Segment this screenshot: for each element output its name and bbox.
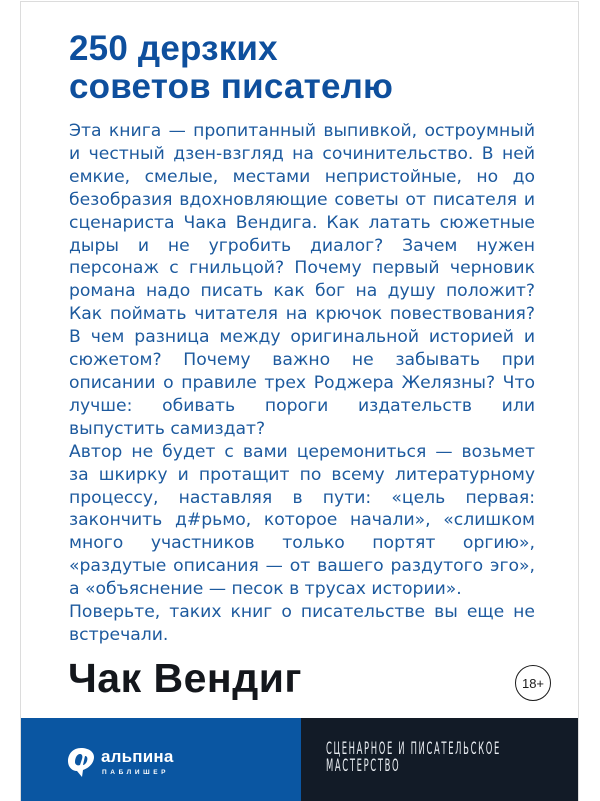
publisher-subtitle: ПАБЛИШЕР xyxy=(102,768,170,776)
book-title xyxy=(69,30,393,106)
publisher-name: альпина xyxy=(101,746,174,766)
publisher-wordmark xyxy=(101,748,174,777)
blurb-paragraph-3: Поверьте, таких книг о писательстве вы еще не встречали. xyxy=(69,602,535,645)
author-name: Чак Вендиг xyxy=(68,655,303,701)
publisher-panel xyxy=(21,718,301,801)
bottom-band xyxy=(21,718,579,801)
book-cover xyxy=(20,1,579,801)
series-name xyxy=(326,741,557,775)
blurb-paragraph-1: Эта книга — пропитанный выпивкой, остроумный и честный дзен-взгляд на сочинительство. В ней емкие, смелые, местами непристойные, но до безобразия вдохновляющие советы от писателя и сценариста Чака Вендига. Как латать сюжетные дыры и не угробить диалог? Зачем нужен персонаж с гнильцой? Почему первый черновик романа надо писать как бог на душу положит? Как поймать читателя на крючок повествования? В чем разница между оригинальной историей и сюжетом? Почему важно не забывать при описании о правиле трех Роджера Желязны? Что лучше: обивать пороги издательств или выпустить самиздат? xyxy=(69,121,535,439)
blurb-paragraph-2: Автор не будет с вами церемониться — возьмет за шкирку и протащит по всему литературному процессу, наставляя в пути: «цель первая: закончить д#рьмо, которое начали», «слишком много участников только портят оргию», «раздутые описания — от вашего раздутого эго», а «объяснение — песок в трусах истории». xyxy=(69,441,535,600)
publisher-logo xyxy=(67,746,174,778)
book-title-line-2: советов писателю xyxy=(69,67,394,106)
series-panel xyxy=(301,718,579,801)
age-rating-badge: 18+ xyxy=(515,665,551,701)
series-line-2: МАСТЕРСТВО xyxy=(326,756,401,776)
book-title-line-1: 250 дерзких xyxy=(69,29,278,68)
alpina-logo-icon xyxy=(67,746,95,778)
series-line-1: СЦЕНАРНОЕ И ПИСАТЕЛЬСКОЕ xyxy=(326,739,501,759)
book-blurb xyxy=(69,120,535,647)
